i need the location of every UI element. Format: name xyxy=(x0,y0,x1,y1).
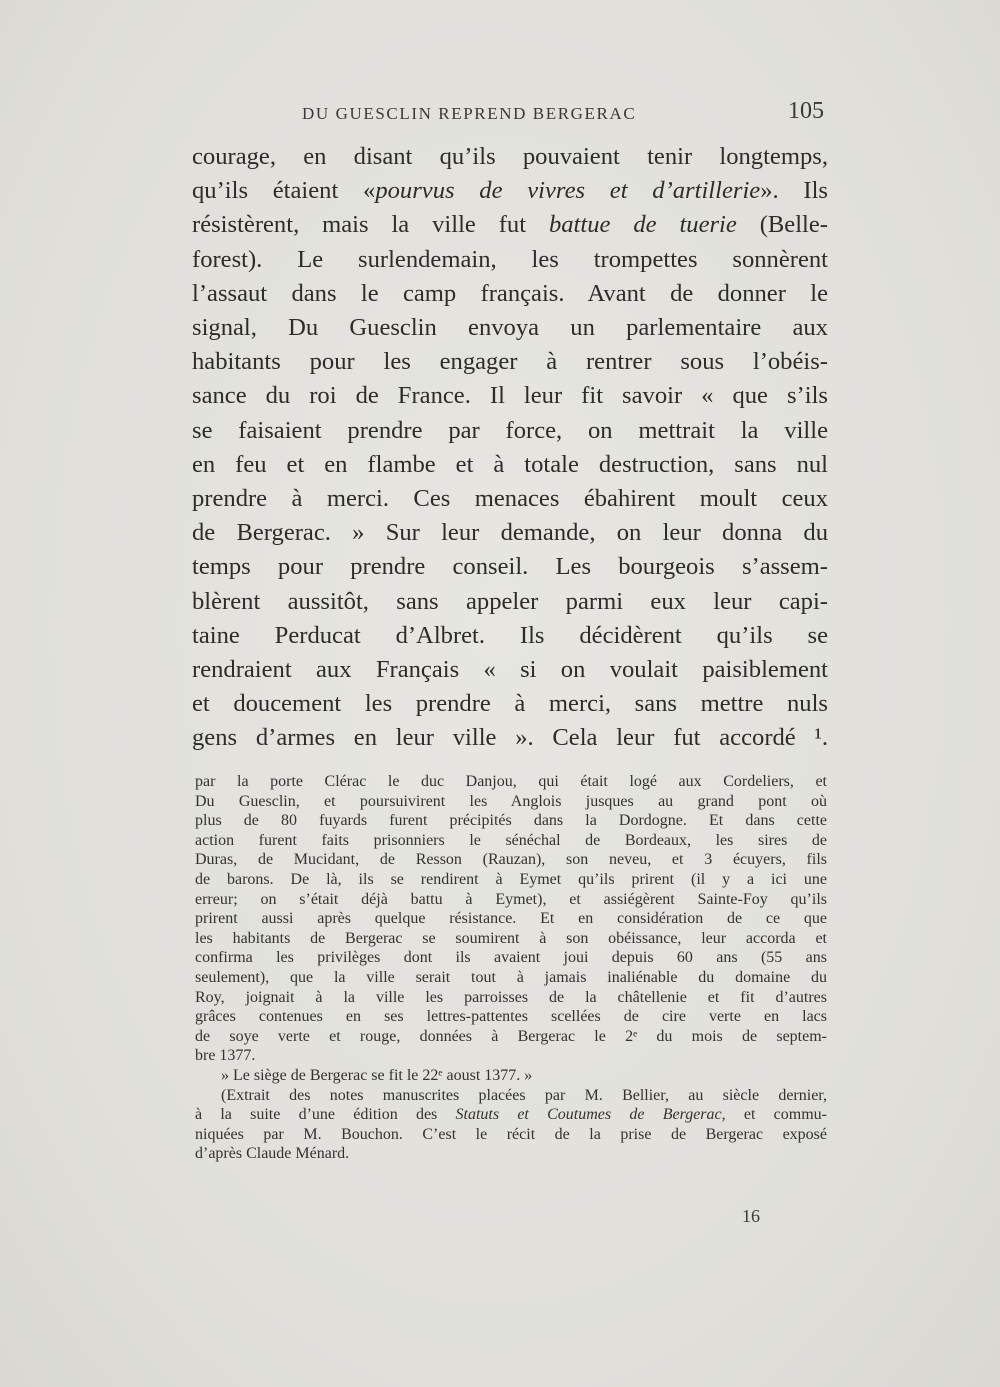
text-line: habitants pour les engager à rentrer sous l’obéis- xyxy=(192,348,828,376)
footnote-line: action furent faits prisonniers le sénéchal de Bordeaux, les sires de xyxy=(195,831,827,849)
footnote-line: confirma les privilèges dont ils avaient joui depuis 60 ans (55 ans xyxy=(195,949,827,967)
footnote-line: prirent aussi après quelque résistance. Et en considération de ce que xyxy=(195,910,827,928)
main-text xyxy=(192,140,828,756)
footnote-line: Roy, joignait à la ville les parroisses de la châtellenie et fit d’autres xyxy=(195,988,827,1006)
footnote-line: erreur; on s’était déjà battu à Eymet), et assiégèrent Sainte-Foy qu’ils xyxy=(195,890,827,908)
text-line: l’assaut dans le camp français. Avant de donner le xyxy=(192,279,828,307)
footnote-line: plus de 80 fuyards furent précipités dans la Dordogne. Et dans cette xyxy=(195,812,827,830)
footnote-line: grâces contenues en ses lettres-pattentes scellées de cire verte en lacs xyxy=(195,1008,827,1026)
text-line: se faisaient prendre par force, on mettrait la ville xyxy=(192,416,828,444)
footnote xyxy=(195,772,827,1164)
footnote-line: seulement), que la ville serait tout à jamais inaliénable du domaine du xyxy=(195,968,827,986)
text-line: en feu et en flambe et à totale destruction, sans nul xyxy=(192,450,828,478)
footnote-line: (Extrait des notes manuscrites placées par M. Bellier, au siècle dernier, xyxy=(221,1086,827,1104)
running-head xyxy=(190,98,830,138)
footnote-line: bre 1377. xyxy=(195,1047,256,1065)
footnote-line: par la porte Clérac le duc Danjou, qui était logé aux Cordeliers, et xyxy=(195,773,827,790)
footnote-line: d’après Claude Ménard. xyxy=(195,1145,350,1163)
footnote-line: » Le siège de Bergerac se fit le 22ᵉ aoust 1377. » xyxy=(221,1066,533,1084)
page-number: 105 xyxy=(788,98,824,124)
text-line: qu’ils étaient «pourvus de vivres et d’artillerie». Ils xyxy=(192,177,828,205)
running-title: DU GUESCLIN REPREND BERGERAC xyxy=(302,104,637,123)
text-line: taine Perducat d’Albret. Ils décidèrent qu’ils se xyxy=(192,621,828,649)
footnote-line: de soye verte et rouge, données à Bergerac le 2ᵉ du mois de septem- xyxy=(195,1027,827,1045)
footnote-line: à la suite d’une édition des Statuts et Coutumes de Bergerac, et commu- xyxy=(195,1106,827,1124)
text-line: rendraient aux Français « si on voulait paisiblement xyxy=(192,656,828,684)
text-line: prendre à merci. Ces menaces ébahirent moult ceux xyxy=(192,485,828,513)
text-line: de Bergerac. » Sur leur demande, on leur donna du xyxy=(192,519,828,547)
footnote-line: les habitants de Bergerac se soumirent à son obéissance, leur accorda et xyxy=(195,929,827,947)
footnote-line: niquées par M. Bouchon. C’est le récit de la prise de Bergerac exposé xyxy=(195,1125,827,1143)
text-line: blèrent aussitôt, sans appeler parmi eux leur capi- xyxy=(192,587,828,615)
footnote-line: de barons. De là, ils se rendirent à Eymet qu’ils prirent (il y a ici une xyxy=(195,870,827,888)
text-line: sance du roi de France. Il leur fit savoir « que s’ils xyxy=(192,382,828,410)
text-line: gens d’armes en leur ville ». Cela leur fut accordé ¹. xyxy=(192,724,828,752)
text-line: forest). Le surlendemain, les trompettes sonnèrent xyxy=(192,245,828,273)
text-line: signal, Du Guesclin envoya un parlementaire aux xyxy=(192,314,828,342)
text-line: et doucement les prendre à merci, sans mettre nuls xyxy=(192,690,828,718)
text-line: courage, en disant qu’ils pouvaient tenir longtemps, xyxy=(192,143,828,170)
footnote-line: Du Guesclin, et poursuivirent les Anglois jusques au grand pont où xyxy=(195,792,827,810)
signature-mark: 16 xyxy=(742,1206,760,1226)
text-line: résistèrent, mais la ville fut battue de tuerie (Belle- xyxy=(192,211,828,239)
footnote-line: Duras, de Mucidant, de Resson (Rauzan), son neveu, et 3 écuyers, fils xyxy=(195,851,827,869)
text-line: temps pour prendre conseil. Les bourgeois s’assem- xyxy=(192,553,828,581)
